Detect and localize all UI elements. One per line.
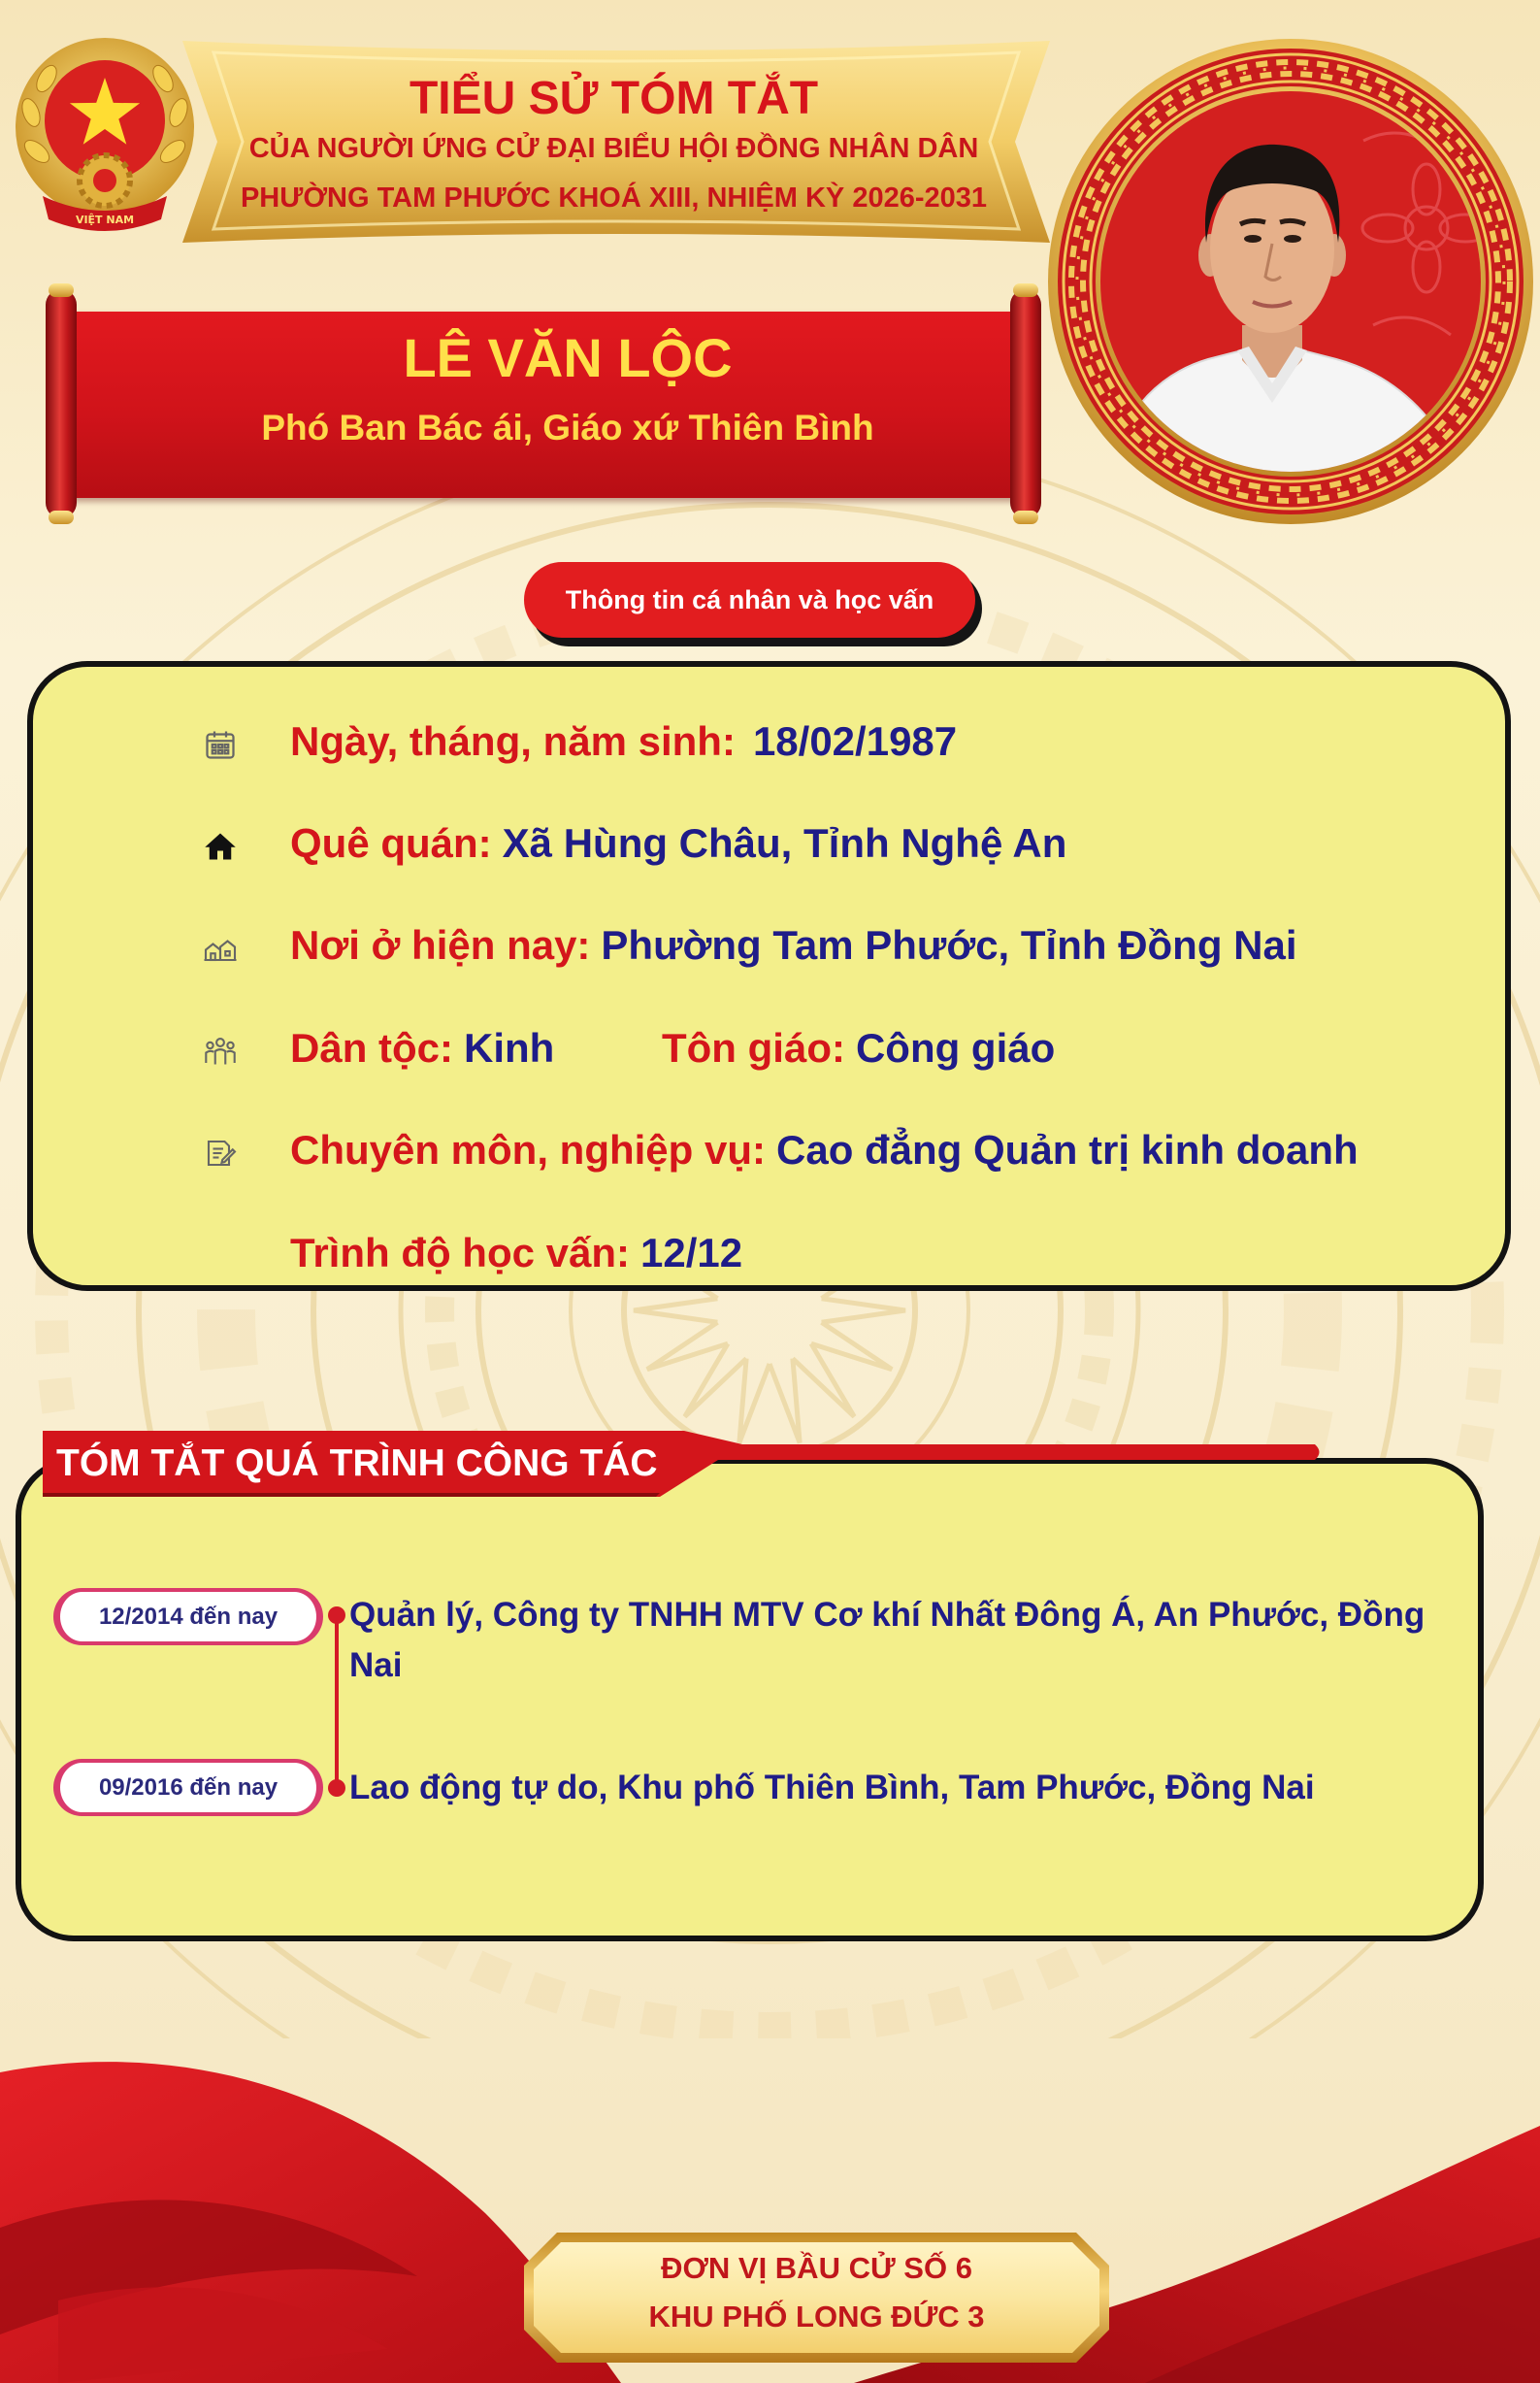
roll-cap bbox=[1013, 511, 1038, 524]
ethnicity-value: Kinh bbox=[464, 1025, 555, 1071]
religion-value: Công giáo bbox=[855, 1025, 1056, 1071]
residence-label: Nơi ở hiện nay: bbox=[290, 922, 591, 968]
career-description-2: Lao động tự do, Khu phố Thiên Bình, Tam Phước, Đồng Nai bbox=[349, 1769, 1315, 1806]
timeline-dot bbox=[328, 1779, 345, 1797]
birthdate-value: 18/02/1987 bbox=[752, 718, 958, 764]
career-description-1: Quản lý, Công ty TNHH MTV Cơ khí Nhất Đông Á, An Phước, Đồng Nai bbox=[349, 1596, 1425, 1684]
roll-cap bbox=[49, 283, 74, 297]
footer-line2: KHU PHỐ LONG ĐỨC 3 bbox=[648, 2300, 985, 2333]
home-icon bbox=[203, 826, 238, 861]
education-value: 12/12 bbox=[640, 1230, 743, 1275]
roll-cap bbox=[49, 511, 74, 524]
candidate-position: Phó Ban Bác ái, Giáo xứ Thiên Bình bbox=[261, 408, 874, 447]
timeline-dot bbox=[328, 1606, 345, 1624]
career-period-2: 09/2016 đến nay bbox=[53, 1759, 323, 1816]
drum-star-ray bbox=[822, 1299, 905, 1322]
personal-section-label: Thông tin cá nhân và học vấn bbox=[524, 562, 975, 638]
religion-group bbox=[662, 1024, 1055, 1073]
candidate-portrait bbox=[1043, 34, 1538, 529]
document-edit-icon bbox=[203, 1133, 238, 1168]
drum-star-ray bbox=[634, 1299, 717, 1322]
profession-value: Cao đẳng Quản trị kinh doanh bbox=[776, 1127, 1359, 1173]
footer-line1: ĐƠN VỊ BẦU CỬ SỐ 6 bbox=[661, 2251, 972, 2285]
info-row-residence bbox=[290, 921, 1297, 970]
education-label: Trình độ học vấn: bbox=[290, 1230, 631, 1275]
emblem-ribbon-text: VIỆT NAM bbox=[75, 214, 135, 226]
calendar-icon bbox=[203, 724, 238, 759]
info-row-ethnicity-religion bbox=[290, 1024, 1163, 1073]
career-period-1: 12/2014 đến nay bbox=[53, 1588, 323, 1645]
scroll-left-roll bbox=[46, 289, 77, 518]
neighborhood-icon bbox=[203, 928, 238, 963]
people-icon bbox=[203, 1031, 238, 1066]
info-row-education bbox=[290, 1229, 742, 1277]
residence-value: Phường Tam Phước, Tỉnh Đồng Nai bbox=[601, 922, 1297, 968]
career-section-title: TÓM TẮT QUÁ TRÌNH CÔNG TÁC bbox=[56, 1442, 658, 1484]
hometown-value: Xã Hùng Châu, Tỉnh Nghệ An bbox=[502, 820, 1067, 866]
ethnicity-label: Dân tộc: bbox=[290, 1025, 453, 1071]
national-emblem-icon bbox=[8, 35, 202, 239]
religion-label: Tôn giáo: bbox=[662, 1025, 845, 1071]
roll-cap bbox=[1013, 283, 1038, 297]
hometown-label: Quê quán: bbox=[290, 820, 492, 866]
timeline-line bbox=[335, 1615, 339, 1788]
header-subtitle-line1: CỦA NGƯỜI ỨNG CỬ ĐẠI BIỂU HỘI ĐỒNG NHÂN DÂN bbox=[248, 133, 979, 164]
profession-label: Chuyên môn, nghiệp vụ: bbox=[290, 1127, 766, 1173]
career-panel bbox=[16, 1458, 1484, 1941]
candidate-name: LÊ VĂN LỘC bbox=[403, 327, 733, 388]
birthdate-label: Ngày, tháng, năm sinh: bbox=[290, 718, 736, 764]
header-title: TIỂU SỬ TÓM TẮT bbox=[409, 73, 819, 124]
scroll-right-roll bbox=[1010, 289, 1041, 518]
info-row-profession bbox=[290, 1126, 1359, 1175]
info-row-birthdate bbox=[290, 717, 957, 766]
info-row-hometown bbox=[290, 819, 1066, 868]
header-subtitle-line2: PHƯỜNG TAM PHƯỚC KHOÁ XIII, NHIỆM KỲ 2026-2031 bbox=[240, 182, 988, 214]
